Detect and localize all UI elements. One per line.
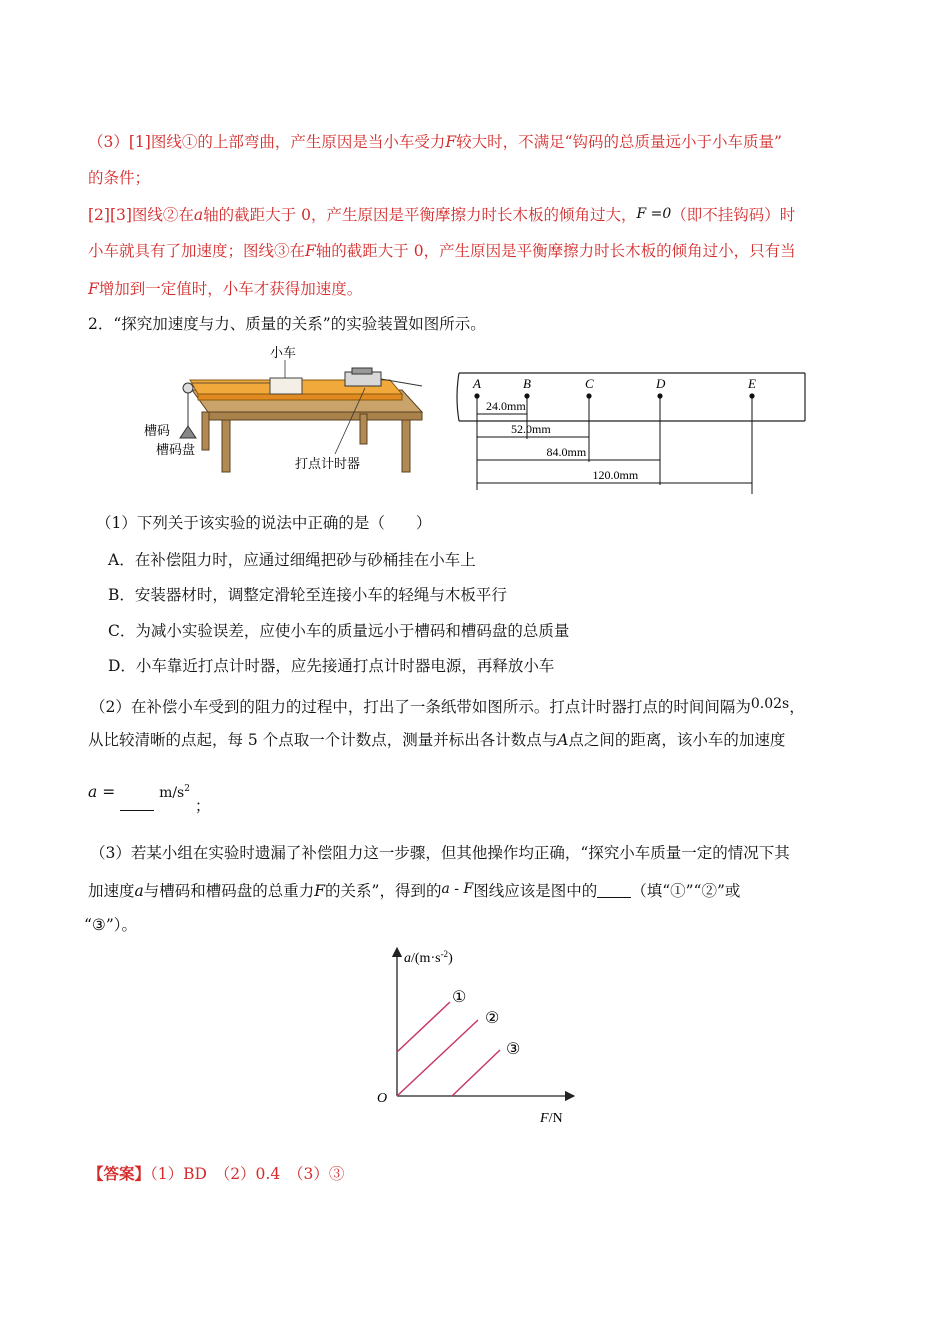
q3-line-2 [88,878,740,902]
answer-blank-acceleration[interactable] [120,796,154,811]
x-axis-label: F/N [540,1111,563,1126]
unit-exp: 2 [184,784,190,794]
explanation-text: 小车就具有了加速度；图线③在 [88,242,306,260]
graph-line-3-label: ③ [506,1041,521,1058]
explanation-text: [2][3]图线②在 [88,206,194,224]
tape-distance-label: 84.0mm [546,445,587,459]
var-F: F [305,242,316,260]
q3-text: 与槽码和槽码盘的总重力 [143,882,315,900]
option-b[interactable]: B．安装器材时，调整定滑轮至连接小车的轻绳与木板平行 [108,586,507,604]
q3-text: 图线应该是图中的 [473,882,598,900]
equation-F-zero: F =0 [636,206,672,222]
answer-blank-graph[interactable] [597,883,631,898]
tape-distance-label: 52.0mm [511,422,551,436]
tape-distance-label: 24.0mm [486,399,526,413]
graph-line-2 [397,1020,478,1096]
graph-line-2-label: ② [485,1010,500,1027]
tape-point-label-B: B [523,376,531,391]
equals: = [102,783,116,802]
q2-end: ； [194,797,211,816]
explanation-text: 轴的截距大于 0，产生原因是平衡摩擦力时长木板的倾角过小，只有当 [315,242,796,260]
explanation-text: （即不挂钩码）时 [671,206,796,224]
paper-tape-figure [455,368,807,494]
graph-line-1 [397,1002,450,1052]
answer-line [88,1163,344,1185]
answer-explanation-line-2 [88,167,150,189]
graph-line-3 [452,1050,500,1096]
q2-line-3 [88,778,210,817]
var-a: a [193,206,204,224]
q3-text: 的关系”，得到的 [325,882,442,900]
q2-comma: ， [789,698,805,716]
q1-text: （1）下列关于该实验的说法中正确的是（ ） [96,514,432,532]
answer-explanation-line-1 [88,131,782,153]
graph-line-1-label: ① [452,989,467,1006]
answer-explanation-line-3 [88,203,795,226]
tape-distance-label: 120.0mm [592,468,639,482]
label-timer: 打点计时器 [295,456,361,471]
label-weight: 槽码 [144,423,171,438]
answer-tag: 【答案】 [88,1164,151,1183]
answer-explanation-line-4 [88,240,796,262]
a-f-graph [370,942,590,1132]
tape-point-label-A: A [473,376,481,391]
origin-label: O [377,1091,388,1106]
q3-line-1: （3）若某小组在实验时遗漏了补偿阻力这一步骤，但其他操作均正确，“探究小车质量一定的情况下其 [90,844,790,862]
answer-explanation-line-5 [88,278,362,300]
q3-text: （填“①”“②”或 [631,882,741,900]
q3-line-3: “③”）。 [84,916,137,934]
q2-interval: 0.02s [750,696,790,712]
option-c[interactable]: C．为减小实验误差，应使小车的质量远小于槽码和槽码盘的总质量 [108,622,570,640]
explanation-text: 轴的截距大于 0，产生原因是平衡摩擦力时长木板的倾角过大， [203,206,637,224]
explanation-text: 增加到一定值时，小车才获得加速度。 [98,280,363,298]
var-F: F [445,133,457,151]
tape-point-label-E: E [748,376,756,391]
tape-point-label-D: D [656,376,666,391]
option-d[interactable]: D．小车靠近打点计时器，应先接通打点计时器电源，再释放小车 [108,657,555,675]
var-a: a [134,882,144,900]
a-F-label: a - F [441,881,474,897]
var-A: A [557,731,569,749]
unit: m/s [159,785,185,802]
label-car: 小车 [270,345,297,360]
explanation-text: 较大时，不满足“钩码的总质量远小于小车质量” [456,133,782,151]
tape-point-label-C: C [585,376,594,391]
q2-line-2 [88,729,785,751]
q2-text: （2）在补偿小车受到的阻力的过程中，打出了一条纸带如图所示。打点计时器打点的时间间隔为 [90,698,751,716]
answer-text: （1）BD （2）0.4 （3）③ [150,1165,345,1183]
question-stem: 2．“探究加速度与力、质量的关系”的实验装置如图所示。 [88,315,486,333]
label-tray: 槽码盘 [156,442,196,457]
explanation-text: （3）[1]图线①的上部弯曲，产生原因是当小车受力 [88,133,446,151]
apparatus-figure [140,342,440,477]
option-a[interactable]: A．在补偿阻力时，应通过细绳把砂与砂桶挂在小车上 [108,551,476,569]
var-F: F [314,882,326,900]
y-axis-label: $a/(m\cdot s^{-2})$ [404,949,453,966]
q3-text: 加速度 [88,882,135,900]
q2-text: 从比较清晰的点起，每 5 个点取一个计数点，测量并标出各计数点与 [88,731,558,749]
q2-text: 点之间的距离，该小车的加速度 [568,731,786,749]
var-F: F [88,280,99,298]
explanation-text: 的条件； [88,169,151,187]
q2-line-1 [90,693,805,718]
var-a: a [88,783,98,802]
